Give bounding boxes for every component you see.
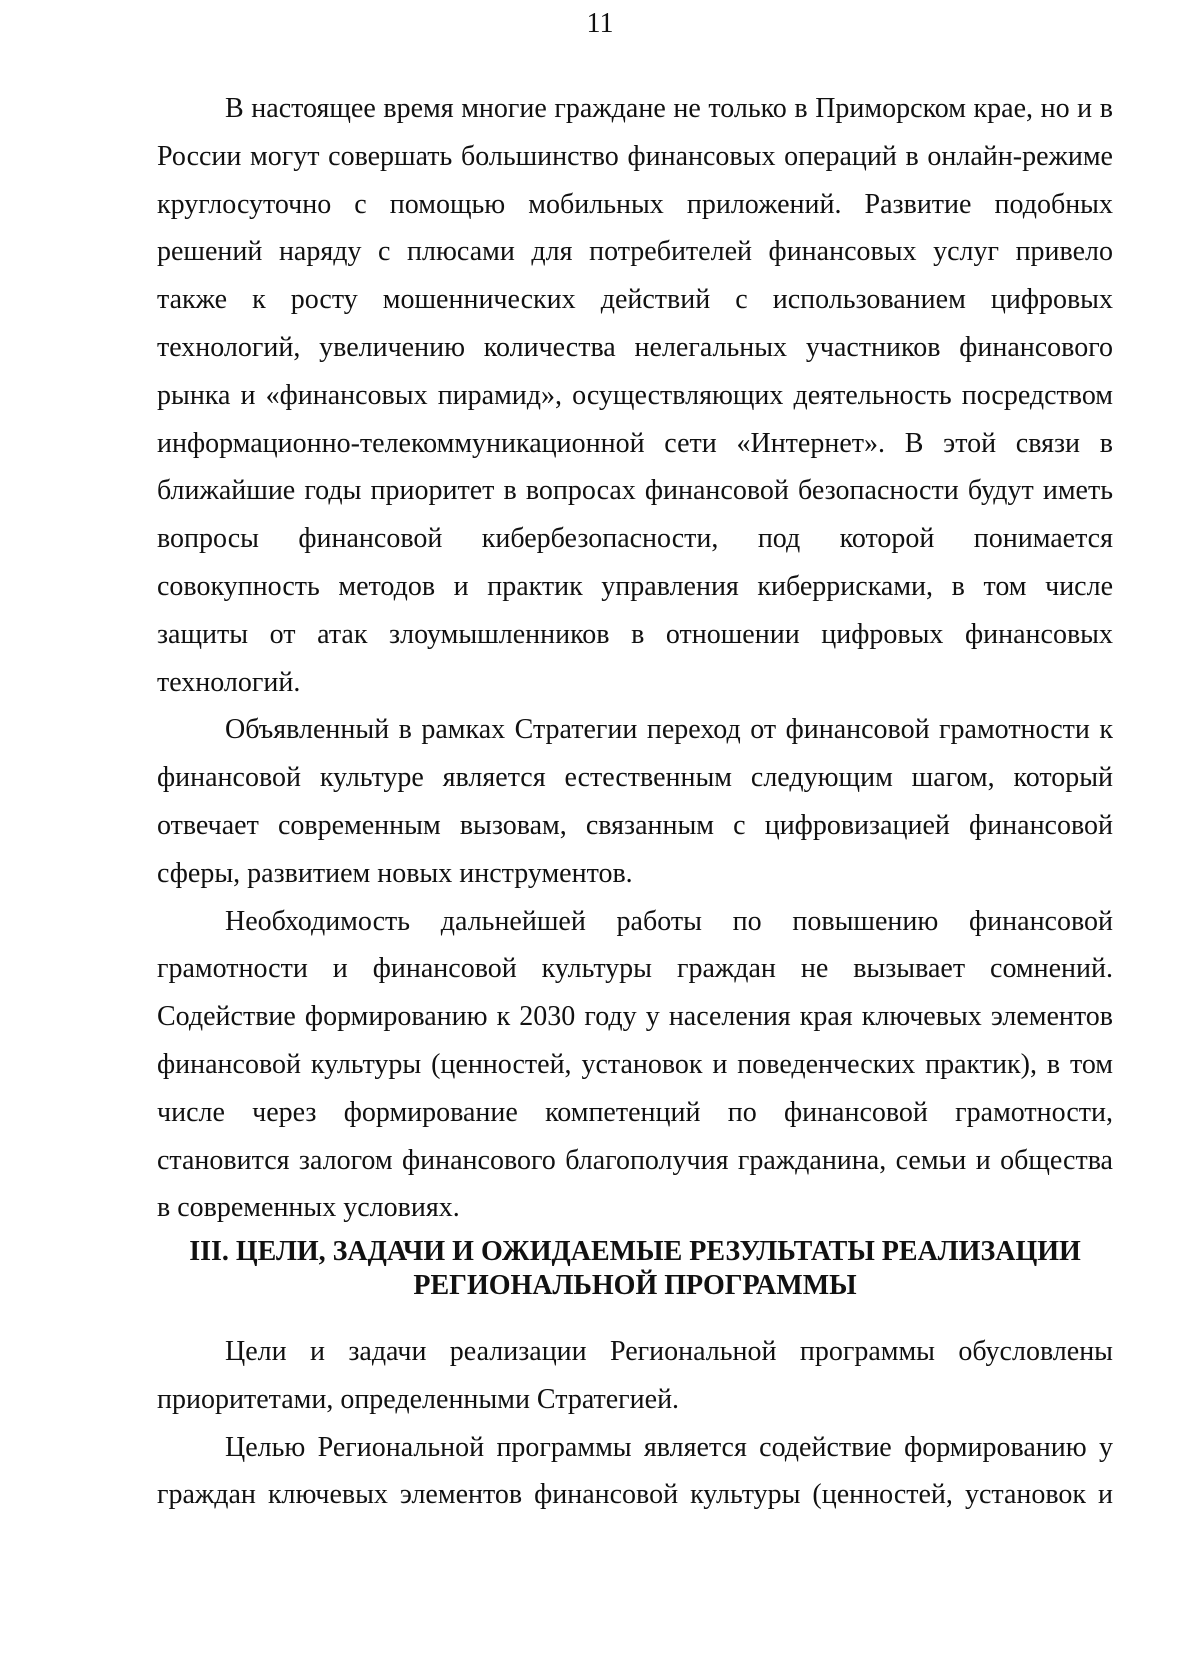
paragraph-financial-culture-transition: Объявленный в рамках Стратегии переход от финансовой грамотности к финансовой культуре является естественным следующим шагом, который отвечает современным вызовам, связанным с цифровизацией финансовой сферы, развитием новых инструментов. xyxy=(157,714,1113,889)
section-heading xyxy=(157,1235,1113,1303)
page-number: 11 xyxy=(586,8,614,39)
section-heading-line-2: РЕГИОНАЛЬНОЙ ПРОГРАММЫ xyxy=(413,1270,857,1301)
paragraph-need-for-work: Необходимость дальнейшей работы по повышению финансовой грамотности и финансовой культуры граждан не вызывает сомнений. Содействие формированию к 2030 году у населения края ключевых элементов финансовой культуры (ценностей, установок и поведенческих практик), в том числе через формирование компетенций по финансовой грамотности, становится залогом финансового благополучия гражданина, семьи и общества в современных условиях. xyxy=(157,905,1113,1224)
text-block-before-heading xyxy=(157,85,1113,1232)
paragraph-cyber-security: В настоящее время многие граждане не только в Приморском крае, но и в России могут совершать большинство финансовых операций в онлайн-режиме круглосуточно с помощью мобильных приложений. Развитие подобных решений наряду с плюсами для потребителей финансовых услуг привело также к росту мошеннических действий с использованием цифровых технологий, увеличению количества нелегальных участников финансового рынка и «финансовых пирамид», осуществляющих деятельность посредством информационно-телекоммуникационной сети «Интернет». В этой связи в ближайшие годы приоритет в вопросах финансовой безопасности будут иметь вопросы финансовой кибербезопасности, под которой понимается совокупность методов и практик управления киберрисками, в том числе защиты от атак злоумышленников в отношении цифровых финансовых технологий. xyxy=(157,93,1113,698)
paragraph-program-goal: Целью Региональной программы является содействие формированию у граждан ключевых элементов финансовой культуры (ценностей, установок и xyxy=(157,1431,1113,1511)
text-block-after-heading xyxy=(157,1328,1113,1519)
paragraph-goals-and-tasks: Цели и задачи реализации Региональной программы обусловлены приоритетами, определенными Стратегией. xyxy=(157,1336,1113,1415)
section-heading-line-1: III. ЦЕЛИ, ЗАДАЧИ И ОЖИДАЕМЫЕ РЕЗУЛЬТАТЫ РЕАЛИЗАЦИИ xyxy=(189,1236,1081,1267)
